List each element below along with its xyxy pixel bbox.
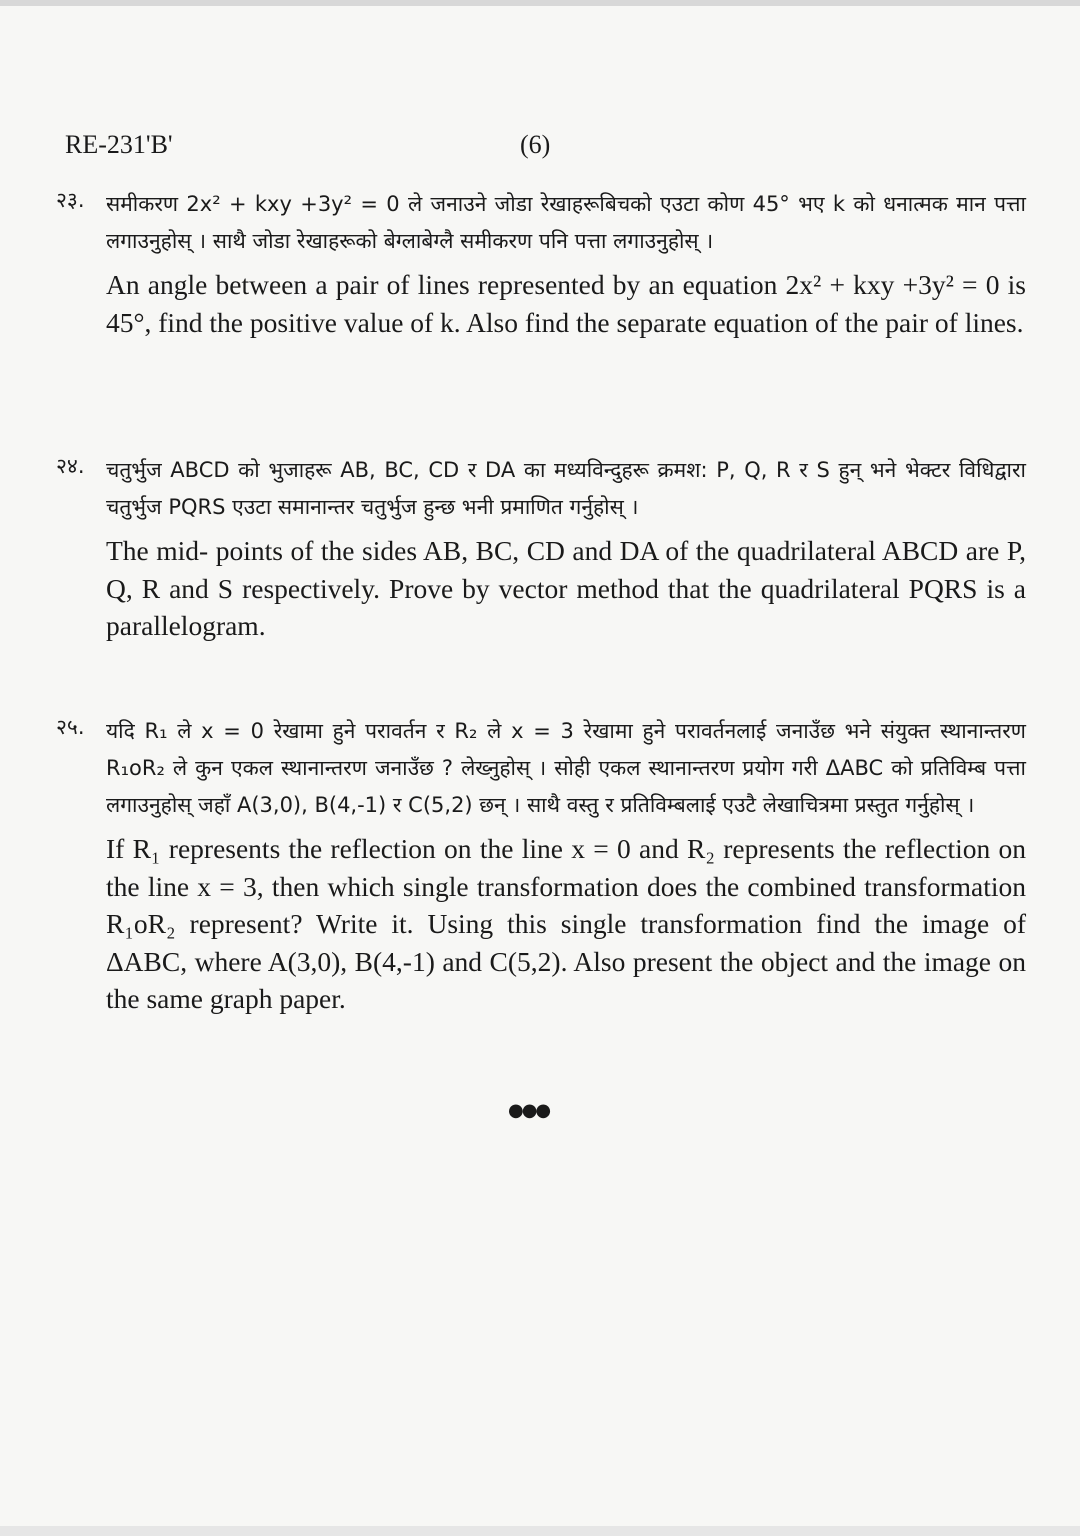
- question-text-nepali: यदि R₁ ले x = 0 रेखामा हुने परावर्तन र R₂ ले x = 3 रेखामा हुने परावर्तनलाई जनाउँछ भने संयुक्त स्थानान्तरण R₁oR₂ ले कुन एकल स्थानान्तरण जनाउँछ ? लेख्नुहोस् । सोही एकल स्थानान्तरण प्रयोग गरी ΔABC को प्रतिविम्ब पत्ता लगाउनुहोस् जहाँ A(3,0), B(4,-1) र C(5,2) छन् । साथै वस्तु र प्रतिविम्बलाई एउटै लेखाचित्रमा प्रस्तुत गर्नुहोस् ।: [106, 719, 1026, 817]
- page-header: [65, 130, 1025, 170]
- question-23: [56, 186, 1026, 341]
- question-number: २३.: [56, 188, 85, 212]
- question-24: [56, 452, 1026, 645]
- question-text-nepali: समीकरण 2x² + kxy +3y² = 0 ले जनाउने जोडा रेखाहरूबिचको एउटा कोण 45° भए k को धनात्मक मान पत्ता लगाउनुहोस् । साथै जोडा रेखाहरूको बेग्लाबेग्लै समीकरण पनि पत्ता लगाउनुहोस् ।: [106, 192, 1026, 253]
- question-text-nepali: चतुर्भुज ABCD को भुजाहरू AB, BC, CD र DA का मध्यविन्दुहरू क्रमश: P, Q, R र S हुन् भने भेक्टर विधिद्वारा चतुर्भुज PQRS एउटा समानान्तर चतुर्भुज हुन्छ भनी प्रमाणित गर्नुहोस् ।: [106, 458, 1026, 519]
- end-of-page-mark: ●●●: [508, 1100, 550, 1121]
- top-edge: [0, 0, 1080, 6]
- bottom-edge: [0, 1526, 1080, 1536]
- page-number: (6): [520, 130, 551, 159]
- question-25: [56, 713, 1026, 1018]
- question-text-english: If R₁ represents the reflection on the line x = 0 and R₂ represents the reflection on the line x = 3, then which single transformation does the combined transformation R₁oR₂ represent? Write it. Using this single transformation find the image of ΔABC, where A(3,0), B(4,-1) and C(5,2). Also present the object and the image on the same graph paper.: [106, 833, 1026, 1014]
- question-text-english: An angle between a pair of lines represented by an equation 2x² + kxy +3y² = 0 is 45°, find the positive value of k. Also find the separate equation of the pair of lines.: [106, 269, 1026, 338]
- question-text-english: The mid- points of the sides AB, BC, CD and DA of the quadrilateral ABCD are P, Q, R and S respectively. Prove by vector method that the quadrilateral PQRS is a parallelogram.: [106, 535, 1026, 641]
- question-number: २४.: [56, 454, 85, 478]
- exam-code: RE-231'B': [65, 130, 173, 159]
- question-number: २५.: [56, 715, 85, 739]
